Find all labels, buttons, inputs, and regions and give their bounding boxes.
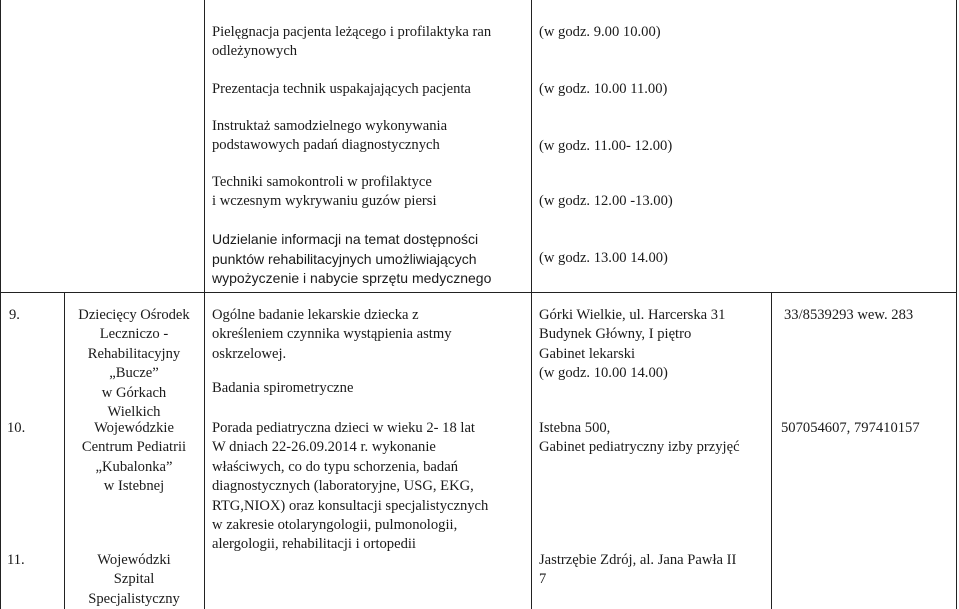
service-description: Badania spirometryczne — [212, 380, 354, 396]
address-text: Górki Wielkie, ul. Harcerska 31 Budynek Główny, I piętro Gabinet lekarski (w godz. 10.00 14.00) — [539, 307, 726, 382]
phone-text: 33/8539293 wew. 283 — [784, 307, 914, 323]
column-divider-addr-phone — [771, 292, 772, 609]
facility-name: Wojewódzki Szpital Specjalistyczny — [88, 552, 180, 607]
facility-name: Wojewódzkie Centrum Pediatrii „Kubalonka” w Istebnej — [81, 420, 187, 495]
address-text: Jastrzębie Zdrój, al. Jana Pawła II 7 — [539, 552, 737, 588]
address-text: Istebna 500, Gabinet pediatryczny izby przyjęć — [539, 420, 740, 456]
service-description: Porada pediatryczna dzieci w wieku 2- 18 lat W dniach 22-26.09.2014 r. wykonanie właściwych, co do typu schorzenia, badań diagnostycznych (laboratoryjne, USG, EKG, RTG,NIOX) oraz konsultacji specjalistycznych w zakresie otolaryngologii, pulmonologii, alergologii, rehabilitacji i ortopedii — [212, 420, 489, 553]
topic-text: Techniki samokontroli w profilaktyce i wczesnym wykrywaniu guzów piersi — [212, 174, 437, 210]
column-divider-name-desc — [204, 0, 205, 609]
row-divider — [0, 292, 957, 293]
time-text: (w godz. 10.00 11.00) — [539, 81, 668, 97]
column-divider-desc-addr — [531, 0, 532, 609]
time-text: (w godz. 11.00- 12.00) — [539, 138, 673, 154]
service-description: Ogólne badanie lekarskie dziecka z określeniem czynnika wystąpienia astmy oskrzelowej. — [212, 307, 452, 362]
row-number: 11. — [7, 552, 25, 568]
row-number: 9. — [9, 307, 20, 323]
table-border-right — [956, 0, 957, 609]
time-text: (w godz. 12.00 -13.00) — [539, 193, 673, 209]
topic-text: Instruktaż samodzielnego wykonywania podstawowych padań diagnostycznych — [212, 118, 448, 154]
topic-text: Udzielanie informacji na temat dostępności punktów rehabilitacyjnych umożliwiających wypożyczenie i nabycie sprzętu medycznego — [212, 231, 492, 286]
phone-text: 507054607, 797410157 — [781, 420, 920, 436]
time-text: (w godz. 13.00 14.00) — [539, 250, 668, 266]
row-number: 10. — [7, 420, 26, 436]
topic-text: Prezentacja technik uspakajających pacjenta — [212, 81, 471, 97]
table-border-left — [0, 0, 1, 609]
time-text: (w godz. 9.00 10.00) — [539, 24, 661, 40]
facility-name: Dziecięcy Ośrodek Leczniczo - Rehabilitacyjny „Bucze” w Górkach Wielkich — [78, 307, 190, 421]
column-divider-no-name — [64, 292, 65, 609]
topic-text: Pielęgnacja pacjenta leżącego i profilaktyka ran odleżynowych — [212, 24, 492, 60]
